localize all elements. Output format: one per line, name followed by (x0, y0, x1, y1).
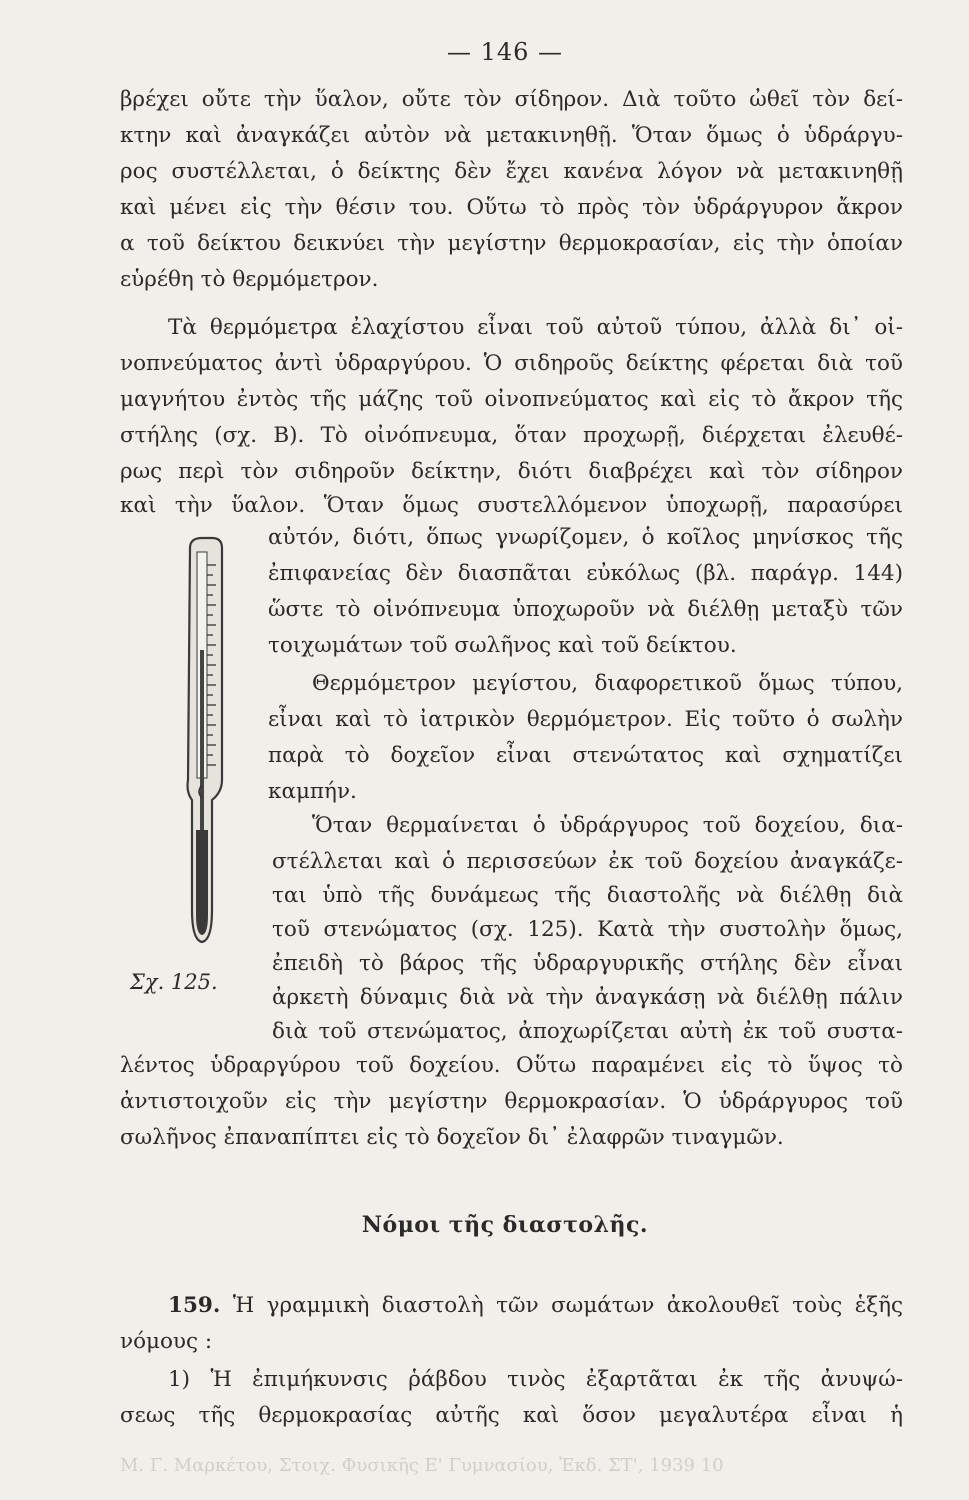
text-line: ἀντιστοιχοῦν εἰς τὴν μεγίστην θερμοκρασίαν. Ὁ ὑδράργυρος τοῦ (120, 1089, 903, 1114)
text-line: στέλλεται καὶ ὁ περισσεύων ἐκ τοῦ δοχείου ἀναγκάζε- (272, 849, 903, 874)
text-line: εὑρέθη τὸ θερμόμετρον. (120, 267, 379, 292)
text-line: ρος συστέλλεται, ὁ δείκτης δὲν ἔχει κανένα λόγον νὰ μετακινηθῇ (120, 159, 903, 184)
text-line: λέντος ὑδραργύρου τοῦ δοχείου. Οὕτω παραμένει εἰς τὸ ὕψος τὸ (120, 1053, 903, 1078)
text-line: βρέχει οὔτε τὴν ὕαλον, οὔτε τὸν σίδηρον. Διὰ τοῦτο ὠθεῖ τὸν δεί- (120, 87, 903, 112)
text-line: σωλῆνος ἐπαναπίπτει εἰς τὸ δοχεῖον δι᾽ ἐλαφρῶν τιναγμῶν. (120, 1125, 784, 1150)
text-line (168, 1288, 903, 1324)
text-line: νόμους : (120, 1329, 213, 1354)
text-line: τοιχωμάτων τοῦ σωλῆνος καὶ τοῦ δείκτου. (268, 633, 737, 658)
page-number: — 146 — (446, 38, 564, 66)
text-line: τοῦ στενώματος (σχ. 125). Κατὰ τὴν συστολὴν ὅμως, (272, 917, 903, 942)
text-line: αὐτόν, διότι, ὅπως γνωρίζομεν, ὁ κοῖλος μηνίσκος τῆς (268, 525, 903, 550)
text-line: κτην καὶ ἀναγκάζει αὐτὸν νὰ μετακινηθῇ. Ὅταν ὅμως ὁ ὑδράργυ- (120, 123, 903, 148)
section-intro: Ἡ γραμμικὴ διαστολὴ τῶν σωμάτων ἀκολουθεῖ τοὺς ἑξῆς (232, 1293, 903, 1318)
text-line: μαγνήτου ἐντὸς τῆς μάζης τοῦ οἰνοπνεύματος καὶ εἰς τὸ ἄκρον τῆς (120, 387, 903, 412)
text-line: ἐπιφανείας δὲν διασπᾶται εὐκόλως (βλ. παράγρ. 144) (268, 561, 903, 586)
text-line: διὰ τοῦ στενώματος, ἀποχωρίζεται αὐτὴ ἐκ τοῦ συστα- (272, 1019, 903, 1044)
text-line: καμπήν. (268, 779, 357, 804)
text-line: ἀρκετὴ δύναμις διὰ νὰ τὴν ἀναγκάσῃ νὰ διέλθῃ πάλιν (272, 985, 903, 1010)
text-line: Τὰ θερμόμετρα ἐλαχίστου εἶναι τοῦ αὐτοῦ τύπου, ἀλλὰ δι᾽ οἰ- (168, 315, 903, 340)
figure-caption: Σχ. 125. (130, 970, 218, 994)
text-line: ρως περὶ τὸν σιδηροῦν δείκτην, διότι διαβρέχει καὶ τὸν σίδηρον (120, 459, 903, 484)
thermometer-figure (150, 530, 270, 970)
text-line: Ὅταν θερμαίνεται ὁ ὑδράργυρος τοῦ δοχείου, δια- (312, 813, 903, 838)
text-line: καὶ τὴν ὕαλον. Ὅταν ὅμως συστελλόμενον ὑποχωρῇ, παρασύρει (120, 493, 903, 518)
text-line: ὥστε τὸ οἰνόπνευμα ὑποχωροῦν νὰ διέλθῃ μεταξὺ τῶν (268, 597, 903, 622)
footer-note: Μ. Γ. Μαρκέτου, Στοιχ. Φυσικῆς Ε' Γυμνασίου, Ἐκδ. ΣΤ', 1939 10 (120, 1455, 724, 1476)
text-line: παρὰ τὸ δοχεῖον εἶναι στενώτατος καὶ σχηματίζει (268, 743, 903, 768)
text-line: νοπνεύματος ἀντὶ ὑδραργύρου. Ὁ σιδηροῦς δείκτης φέρεται διὰ τοῦ (120, 351, 903, 376)
thermometer-icon (188, 538, 223, 942)
text-line: α τοῦ δείκτου δεικνύει τὴν μεγίστην θερμοκρασίαν, εἰς τὴν ὁποίαν (120, 231, 903, 256)
text-line: 1) Ἡ ἐπιμήκυνσις ῥάβδου τινὸς ἐξαρτᾶται ἐκ τῆς ἀνυψώ- (168, 1367, 903, 1392)
text-line: ἐπειδὴ τὸ βάρος τῆς ὑδραργυρικῆς στήλης δὲν εἶναι (272, 951, 903, 976)
text-line: στήλης (σχ. Β). Τὸ οἰνόπνευμα, ὅταν προχωρῇ, διέρχεται ἐλευθέ- (120, 423, 903, 448)
text-line: καὶ μένει εἰς τὴν θέσιν του. Οὕτω τὸ πρὸς τὸν ὑδράργυρον ἄκρον (120, 195, 903, 220)
text-line: ται ὑπὸ τῆς δυνάμεως τῆς διαστολῆς νὰ διέλθῃ διὰ (272, 883, 903, 908)
section-number: 159. (168, 1293, 221, 1318)
section-heading: Νόμοι τῆς διαστολῆς. (361, 1212, 649, 1238)
text-line: σεως τῆς θερμοκρασίας αὐτῆς καὶ ὅσον μεγαλυτέρα εἶναι ἡ (120, 1403, 903, 1428)
text-line: εἶναι καὶ τὸ ἰατρικὸν θερμόμετρον. Εἰς τοῦτο ὁ σωλὴν (268, 707, 903, 732)
text-line: Θερμόμετρον μεγίστου, διαφορετικοῦ ὅμως τύπου, (312, 671, 903, 696)
